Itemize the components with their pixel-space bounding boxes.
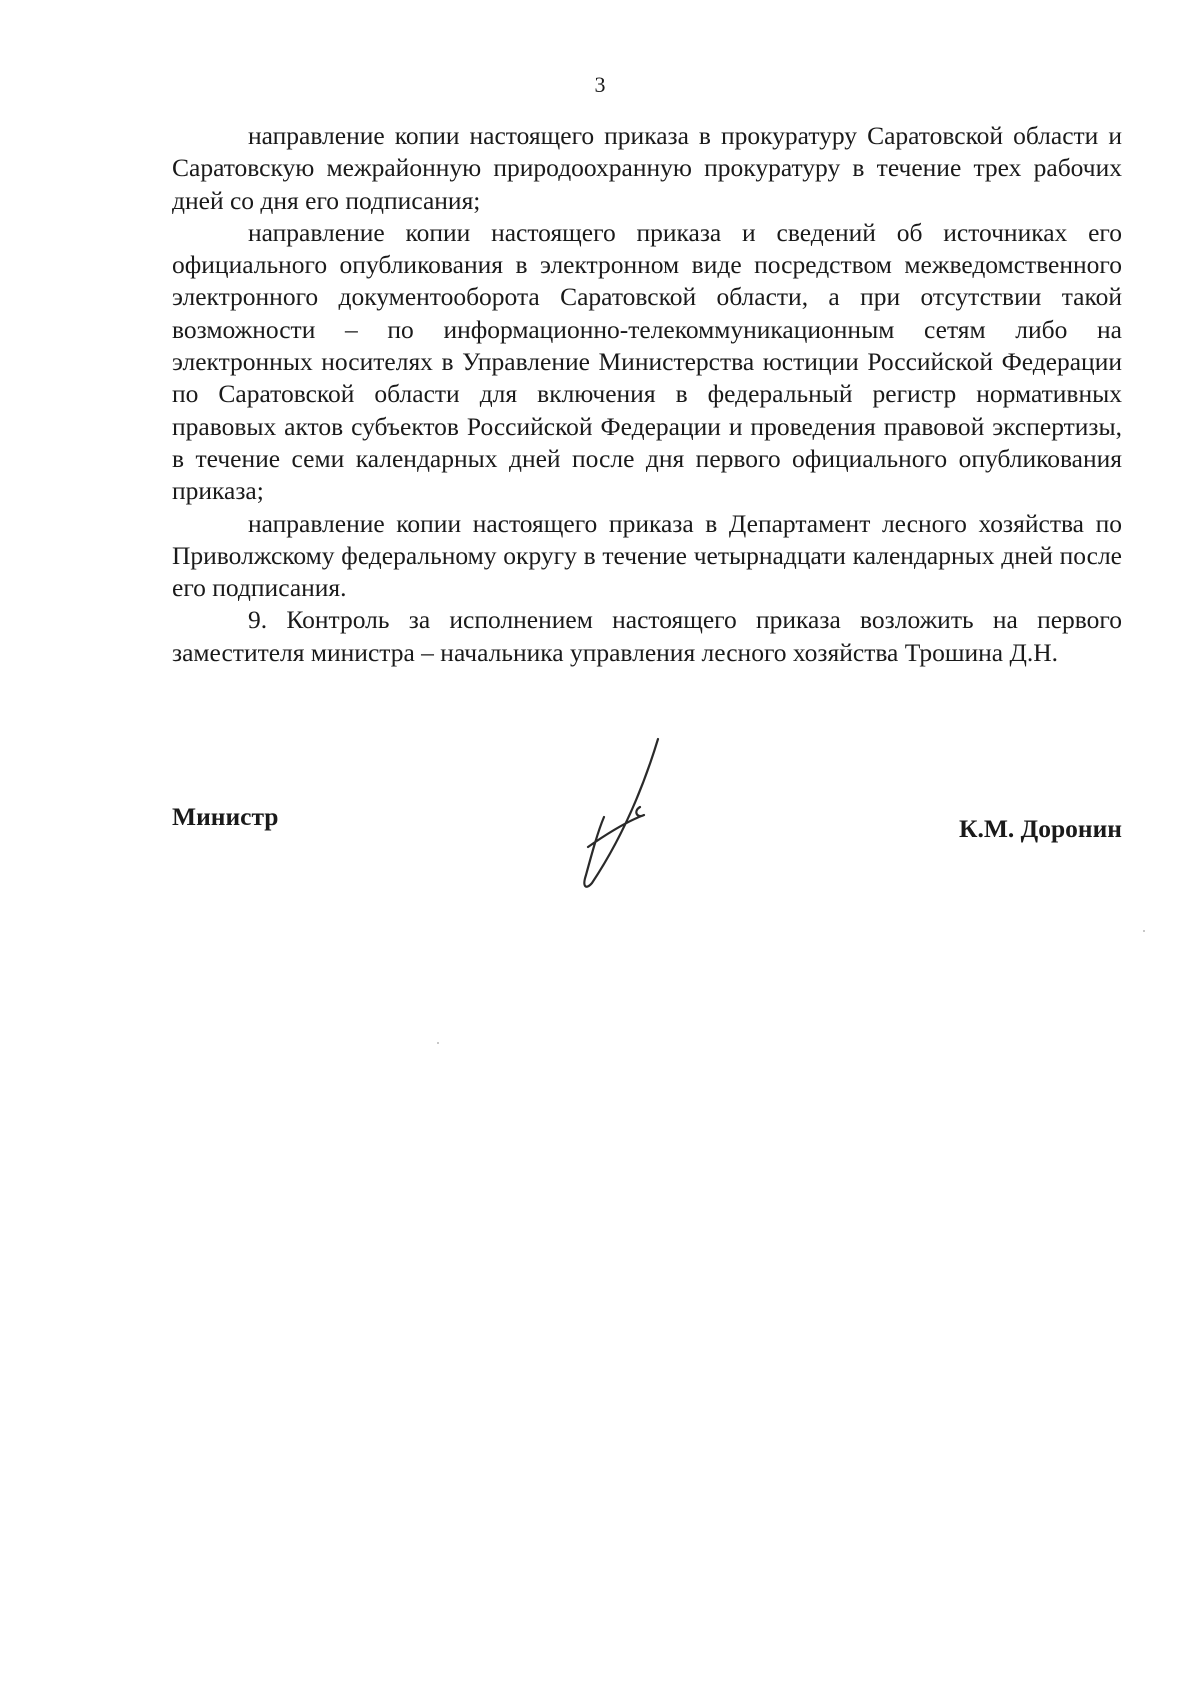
signatory-title: Министр (172, 802, 279, 831)
scan-speck (437, 1042, 439, 1044)
document-body (172, 120, 1122, 669)
page-number: 3 (594, 72, 606, 97)
signature-block (172, 790, 1122, 850)
paragraph-justice-ministry-copy: направление копии настоящего приказа и сведений об источниках его официального опубликования в электронном виде посредством межведомственного электронного документооборота Саратовской области, а при отсутствии такой возможности – по информационно-телекоммуникационным сетям либо на электронных носителях в Управление Министерства юстиции Российской Федерации по Саратовской области для включения в федеральный регистр нормативных правовых актов субъектов Российской Федерации и проведения правовой экспертизы, в течение семи календарных дней после дня первого официального опубликования приказа; (172, 217, 1122, 506)
scan-speck (1143, 930, 1145, 932)
paragraph-forestry-department-copy: направление копии настоящего приказа в Департамент лесного хозяйства по Приволжскому федеральному округу в течение четырнадцати календарных дней после его подписания. (172, 508, 1122, 603)
signatory-name: К.М. Доронин (959, 814, 1122, 843)
paragraph-control-clause: 9. Контроль за исполнением настоящего приказа возложить на первого заместителя министра – начальника управления лесного хозяйства Трошина Д.Н. (172, 605, 1122, 667)
paragraph-prosecutor-copy: направление копии настоящего приказа в прокуратуру Саратовской области и Саратовскую межрайонную природоохранную прокуратуру в течение трех рабочих дней со дня его подписания; (172, 121, 1122, 215)
